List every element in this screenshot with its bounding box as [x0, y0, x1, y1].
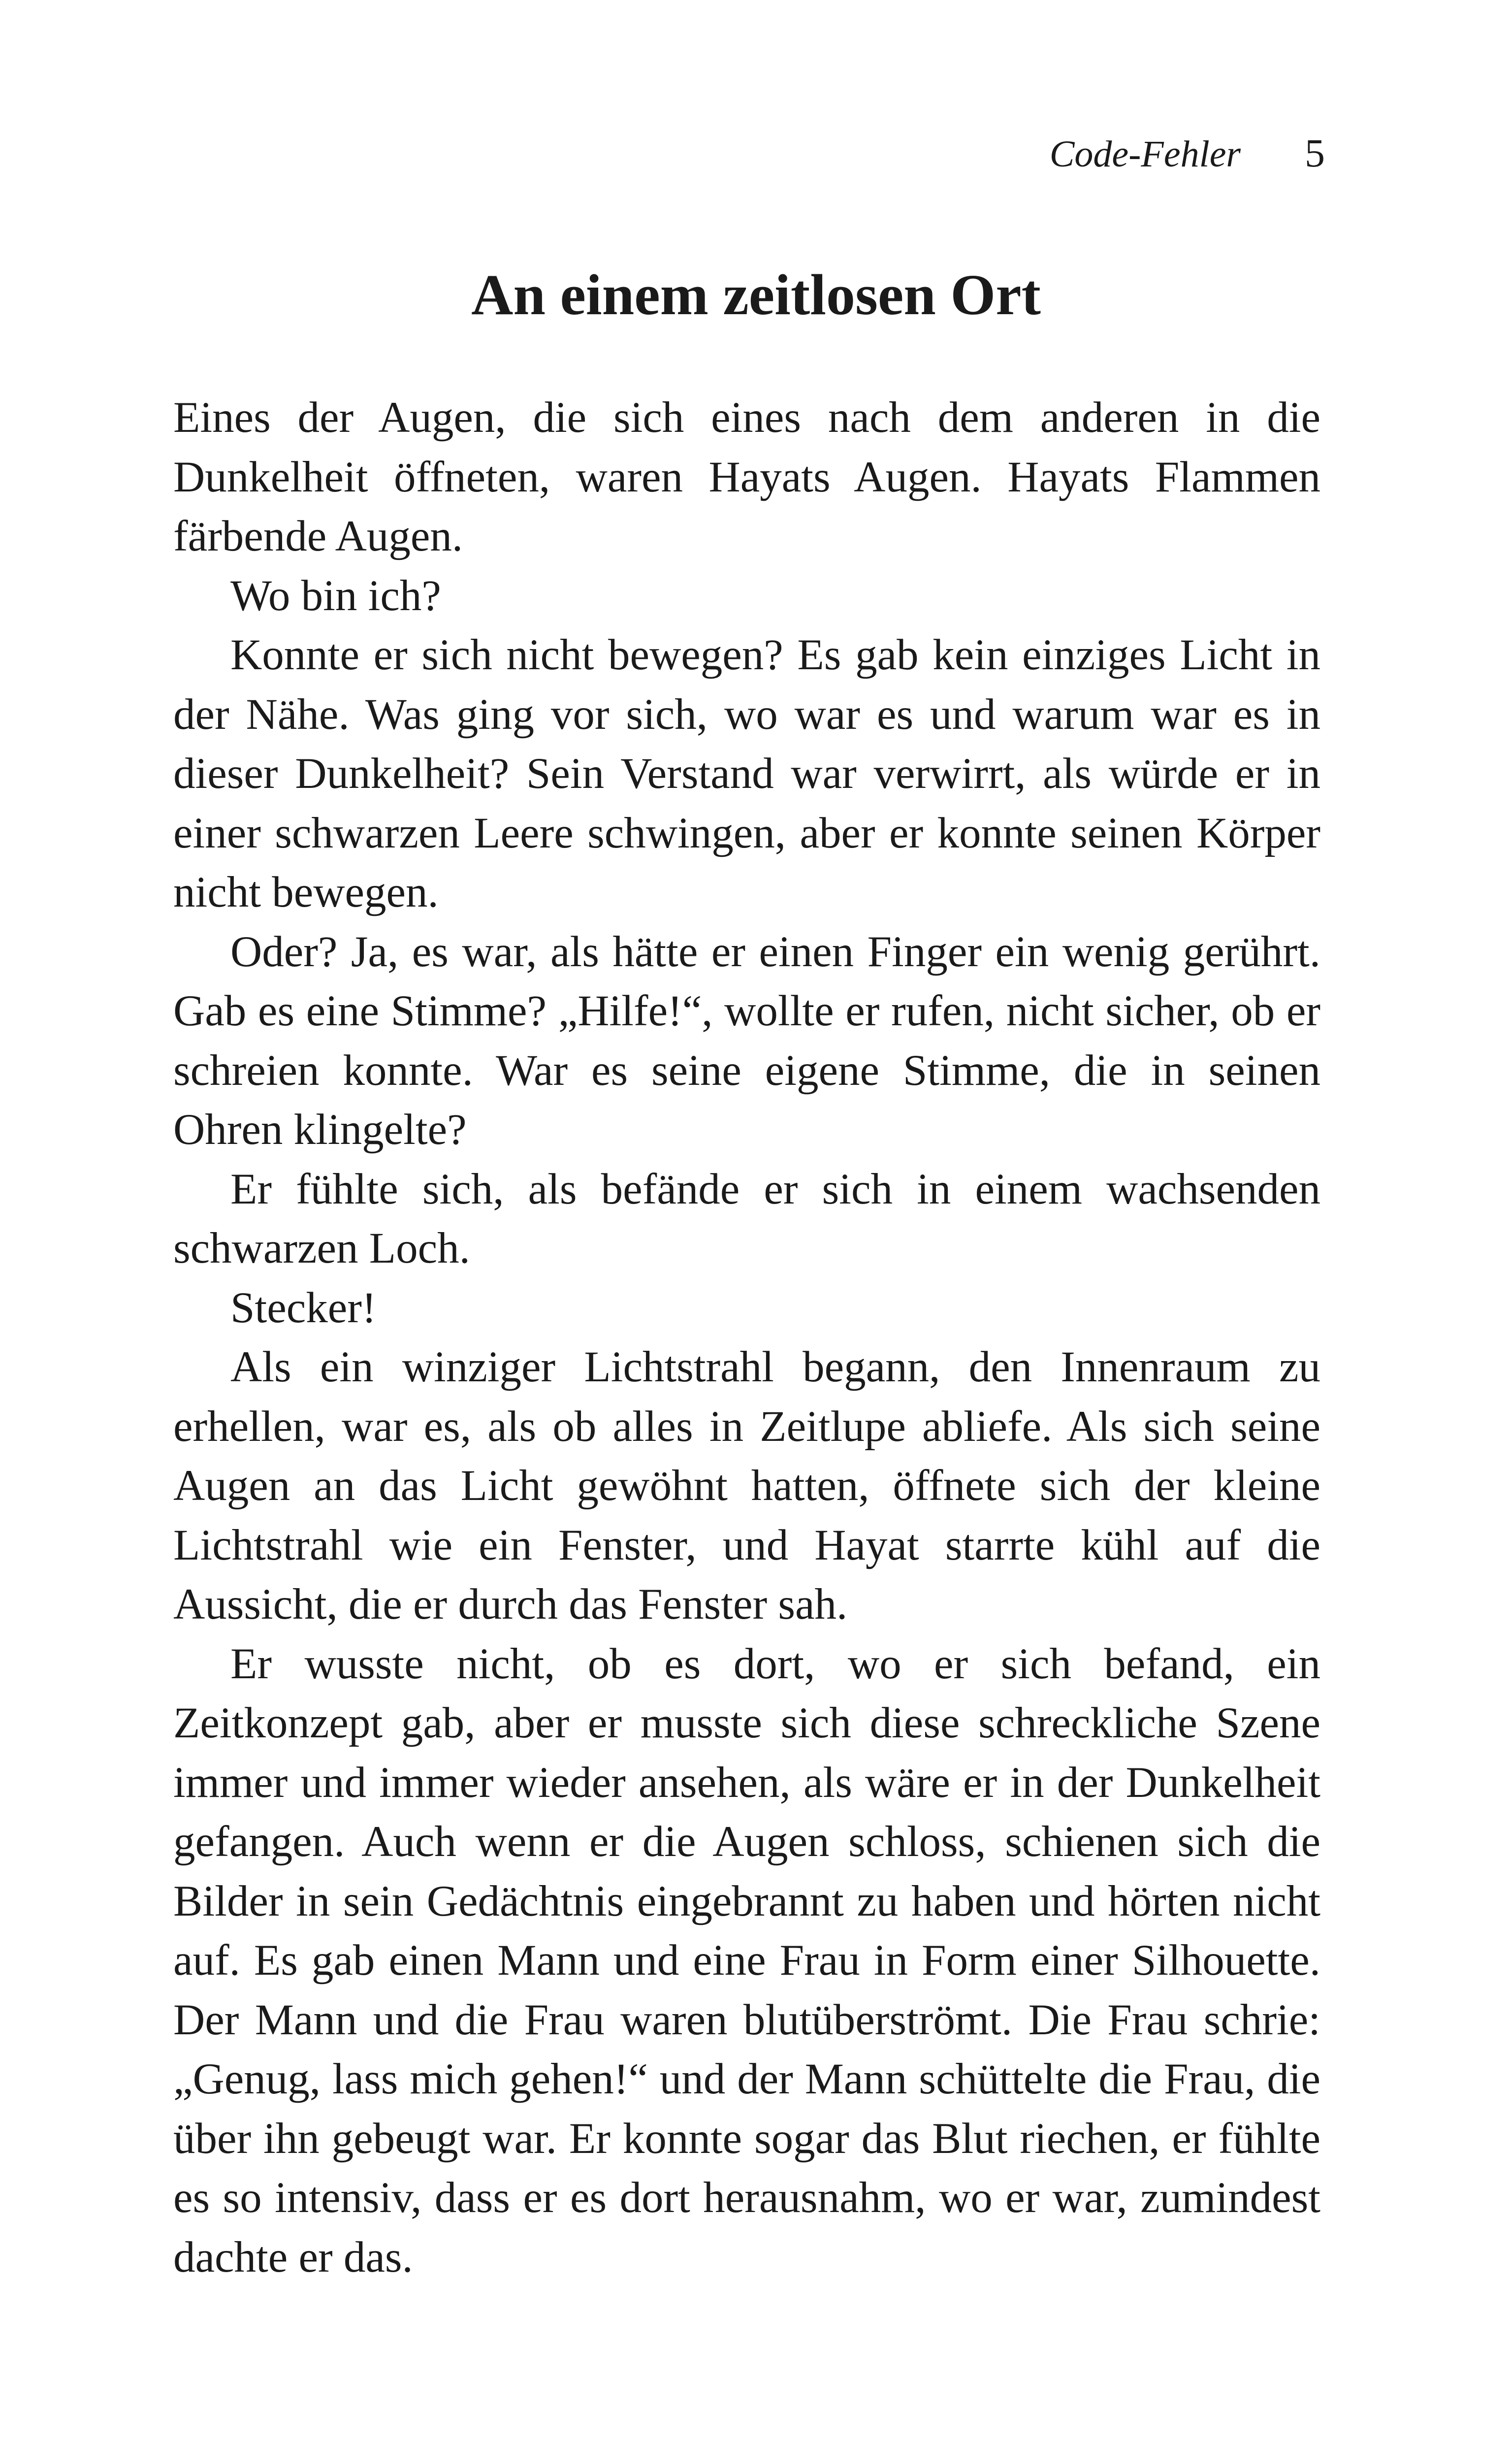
paragraph: Oder? Ja, es war, als hätte er einen Finger ein wenig gerührt. Gab es eine Stimme? „Hilfe!“, wollte er rufen, nicht sicher, ob er schreien konnte. War es seine eigene Stimme, die in seinen Ohren klingelte? — [173, 927, 1320, 1154]
paragraph: Als ein winziger Lichtstrahl begann, den Innenraum zu erhellen, war es, als ob alles in Zeitlupe abliefe. Als sich seine Augen an das Licht gewöhnt hatten, öffnete sich der kleine Lichtstrahl wie ein Fenster, und Hayat starrte kühl auf die Aussicht, die er durch das Fenster sah. — [173, 1343, 1320, 1629]
paragraph: Eines der Augen, die sich eines nach dem anderen in die Dunkelheit öffneten, waren Hayats Augen. Hayats Flammen färbende Augen. — [173, 393, 1320, 560]
paragraph: Wo bin ich? — [230, 571, 441, 620]
paragraph: Konnte er sich nicht bewegen? Es gab kein einziges Licht in der Nähe. Was ging vor sich, wo war es und warum war es in dieser Dunkelheit? Sein Verstand war verwirrt, als würde er in einer schwarzen Leere schwingen, aber er konnte seinen Körper nicht bewegen. — [173, 631, 1320, 916]
running-header — [1049, 130, 1325, 175]
paragraph: Er wusste nicht, ob es dort, wo er sich befand, ein Zeitkonzept gab, aber er musste sich diese schreckliche Szene immer und immer wieder ansehen, als wäre er in der Dunkelheit gefangen. Auch wenn er die Augen schloss, schienen sich die Bilder in sein Gedächtnis eingebrannt zu haben und hörten nicht auf. Es gab einen Mann und eine Frau in Form einer Silhouette. Der Mann und die Frau waren blutüberströmt. Die Frau schrie: „Genug, lass mich gehen!“ und der Mann schüttelte die Frau, die über ihn gebeugt war. Er konnte sogar das Blut riechen, er fühlte es so intensiv, dass er es dort herausnahm, wo er war, zumindest dachte er das. — [173, 1639, 1320, 2281]
paragraph: Er fühlte sich, als befände er sich in einem wachsenden schwarzen Loch. — [173, 1165, 1320, 1272]
page-number: 5 — [1305, 130, 1325, 175]
running-title: Code-Fehler — [1049, 133, 1241, 175]
chapter-title: An einem zeitlosen Ort — [471, 262, 1041, 327]
paragraph: Stecker! — [230, 1283, 377, 1332]
body-text — [173, 388, 1320, 2287]
